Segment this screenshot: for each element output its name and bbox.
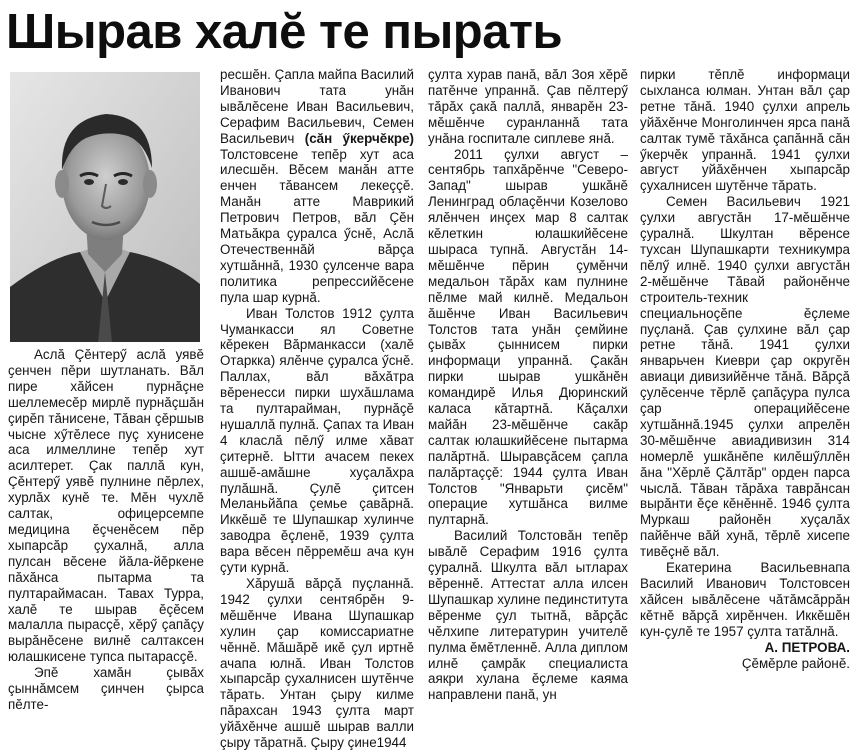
paragraph: Семен Васильевич 1921 çулхи августăн 17-мĕшĕнче çуралнă. Шкултан вĕренсе тухсан Шупашкарти техникумра пĕлӳ илнĕ. 1940 çулхи августăн 2-мĕшĕнче Тăвай районĕнче строитель-техник специальноçĕпе ĕçлеме пуçланă. Çав çулхине вăл çар ретне тăнă. 1941 çулхи январьчен Киеври çар округĕн авиаци дивизийĕнче тăнă. Вăрçă çулĕсенче тĕрлĕ çапăçура пулса çар операцийĕсене хутшăннă.1945 çулхи апрелĕн 30-мĕшĕнче авиадивизин 314 номерлĕ ушкăнĕпе килĕшӳллĕн ăна "Хĕрлĕ Çăлтăр" орден парса чыслă. Тăван тăрăха таврăнсан вырăнти ĕçе кĕнĕннĕ. 1946 çулта Муркаш районĕн хуçалăх пайĕнче вăй хунă, тĕрлĕ хисепе тивĕçнĕ вăл. <box>640 194 850 560</box>
text-column-3 <box>428 67 628 703</box>
paragraph: 2011 çулхи август – сентябрь тапхăрĕнче "Северо-Запад" шырав ушкăнĕ Ленинград облаçĕнчи Козелово ялĕнчен инçех мар 8 салтак кĕлеткин юлашкийĕсене шыраса тупнă. Августăн 14-мĕшĕнче пĕрин çумĕнчи медальон тăрăх кам пулнине пĕлме май килнĕ. Медальон ăшĕнче Иван Васильевич Толстов тата унăн çемйине çывăх çыннисем пирки информаци упраннă. Çакăн пирки шырав ушкăнĕн командирĕ Илья Дюринский каласа кăтартнă. Кăçалхи майăн 23-мĕшĕнче сакăр салтак юлашкийĕсене пытарма палăртнă. Шыравçăсем çапла палăртаççĕ: 1944 çулта Иван Толстов "Январьти çисĕм" операцие хутшăнса вилме пултарнă. <box>428 146 628 528</box>
paragraph: Эпĕ хамăн çывăх çыннăмсем çинчен çырса пĕлте- <box>8 665 204 712</box>
article-headline: Шырав халĕ те пырать <box>6 5 563 59</box>
paragraph-text: Толстовсене тепĕр хут аса илесшĕн. Вĕсем манăн атте енчен тăвансем лекеççĕ. Манăн атте Маврикий Петрович Петров, вăл Çĕн Матьăкра çуралса ӳснĕ, Аслă Отечественнăй вăрçа хутшăннă, 1930 çулсенче вара политика репрессийĕсене пула шар курнă. <box>220 146 414 305</box>
paragraph: Иван Толстов 1912 çулта Чуманкасси ял Советне кĕрекен Вăрманкасси (халĕ Отаркка) ялĕнче çуралса ӳснĕ. Паллах, вăл вăхăтра вĕренесси пирки шухăшлама та пултарайман, пурнăçĕ нушаллă пулнă. Çапах та Иван 4 класлă пĕлӳ илме хăват çитернĕ. Ытти ачасем пекех ашшĕ-амăшне хуçалăхра пулăшнă. Çулĕ çитсен Меланьйăпа çемье çавăрнă. Иккĕшĕ те Шупашкар хулинче заводра ĕçленĕ, 1939 çулта вара вĕсен пĕрремĕш ача кун çути курнă. <box>220 305 414 576</box>
paragraph: çулта хурав панă, вăл Зоя хĕрĕ патĕнче упраннă. Çав пĕлтерӳ тăрăх çакă паллă, январĕн 23-мĕшĕнче суранланнă тата унăна госпитале сиплеве янă. <box>428 67 628 146</box>
paragraph: Аслă Çĕнтерӳ аслă уявĕ ҫенчен пĕри шутланать. Вăл пире хăйсен пурнăçне шеллемесĕр мирлĕ пурнăçшăн çирĕп тăнисене, Тăван çĕршыв чысне хӳтĕлесе пуç хунисене аса илмеллине тепĕр хут асилтерет. Çак паллă кун, Çĕнтерӳ уявĕ пулнине пĕрлех, хурлăх кунĕ те. Мĕн чухлĕ салтак, офицерсемпе медицина ĕçченĕсем пĕр хыпарсăр çухалнă, алла пулсан вĕсене йăла-йĕркене пăхăнса пытарма та пултараймасан. Тавах Турра, халĕ те шырав ĕçĕсем малалла пырасçĕ, хĕрӳ çапăçу вырăнĕсене вилнĕ салтаксен юлашкисене тупса пытарасçĕ. <box>8 347 204 665</box>
paragraph: пирки тĕплĕ информаци сыхланса юлман. Унтан вăл çар ретне тăнă. 1940 çулхи апрель уйăхĕнче Монголинчен ярса панă салтак тумĕ тăхăнса çапăннă сăн ӳкерчĕк упраннă. 1941 çулхи август уйăхĕнчен хыпарсăр çухалнисен шутĕнче тăрать. <box>640 67 850 194</box>
paragraph: Екатерина Васильевнапа Василий Иванович Толстовсен хăйсен ывăлĕсене чăтăмсăррăн кĕтнĕ вăрçă хирĕнчен. Иккĕшĕн кун-çулĕ те 1957 çулта татăлнă. <box>640 560 850 639</box>
author-district: Çĕмĕрле районĕ. <box>741 655 850 671</box>
paragraph-text: ресшĕн. Çапла майпа Василий Иванович тата унăн ывăлĕсене Иван Васильевич, Серафим Васильевич, Семен Васильевич <box>220 67 414 146</box>
text-column-4 <box>640 67 850 687</box>
author-signature: А. ПЕТРОВА. <box>764 639 850 655</box>
portrait-photo <box>10 72 200 342</box>
paragraph <box>220 67 414 306</box>
paragraph: Василий Толстовăн тепĕр ывăлĕ Серафим 1916 çулта çуралнă. Шкулта вăл ытларах вĕреннĕ. Аттестат алла илсен Шупашкар хулине пединститута вĕренме çул тытнă, вăрçăс чĕлхипе литературин учителĕ пулма ĕмĕтленнĕ. Алла диплом илнĕ çамрăк специалиста аякри хулана ĕçлеме каяма направлени панă, ун <box>428 528 628 703</box>
text-column-1 <box>8 347 204 712</box>
photo-caption-note: (сăн ӳкерчĕкре) <box>304 130 414 146</box>
portrait-image <box>10 72 200 342</box>
paragraph: Хăрушă вăрçă пуçланнă. 1942 çулхи сентябрĕн 9-мĕшĕнче Ивана Шупашкар хулин çар комиссариатне чĕннĕ. Мăшăрĕ икĕ çул иртнĕ ачапа юлнă. Иван Толстов хыпарсăр çухалнисен шутĕнче тăрать. Унтан çыру килме пăрахсан 1943 çулта март уйăхĕнче ашшĕ шырав валли çыру тăратнă. Çыру çине1944 <box>220 576 414 751</box>
text-column-2 <box>220 67 414 751</box>
